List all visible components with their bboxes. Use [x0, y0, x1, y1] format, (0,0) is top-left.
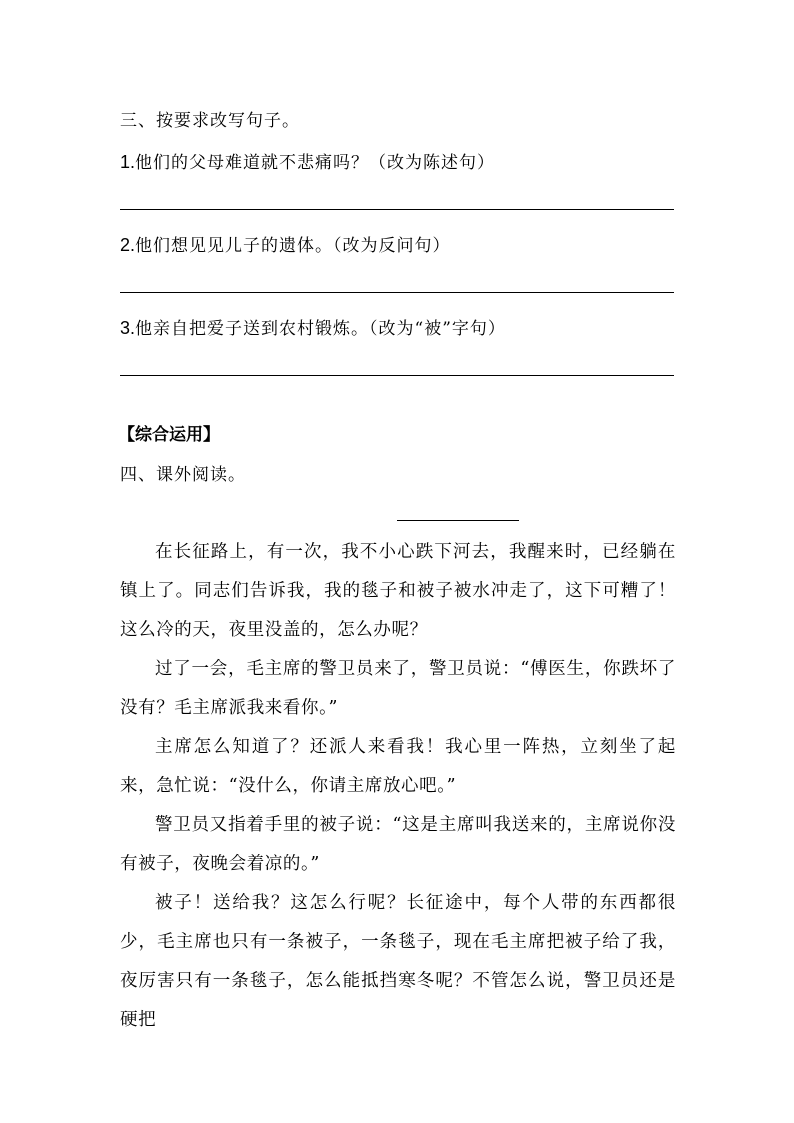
question-3-number: 3. [120, 318, 136, 338]
section-4-heading: 四、课外阅读。 [120, 465, 246, 485]
question-1 [120, 148, 495, 173]
section-label: 【综合运用】 [118, 425, 220, 445]
section-3-heading: 三、按要求改写句子。 [120, 111, 300, 131]
answer-line-1 [120, 209, 674, 210]
question-2-number: 2. [120, 235, 136, 255]
passage-paragraph-2: 过了一会，毛主席的警卫员来了，警卫员说：“傅医生，你跌坏了没有？毛主席派我来看你。” [120, 659, 676, 718]
answer-line-2 [120, 292, 674, 293]
question-2 [120, 231, 451, 256]
question-2-text: 他们想见见儿子的遗体。（改为反问句） [135, 236, 451, 256]
answer-line-3 [120, 375, 674, 376]
passage-paragraph-4: 警卫员又指着手里的被子说：“这是主席叫我送来的，主席说你没有被子，夜晚会着凉的。” [120, 815, 676, 874]
question-3 [120, 314, 506, 339]
passage-paragraph-5: 被子！送给我？这怎么行呢？长征途中，每个人带的东西都很少，毛主席也只有一条被子，一条毯子，现在毛主席把被子给了我，夜厉害只有一条毯子，怎么能抵挡寒冬呢？不管怎么说，警卫员还是硬把 [120, 893, 676, 1030]
title-blank-line [397, 520, 519, 521]
passage-paragraph-1: 在长征路上，有一次，我不小心跌下河去，我醒来时，已经躺在镇上了。同志们告诉我，我的毯子和被子被水冲走了，这下可糟了！这么冷的天，夜里没盖的，怎么办呢？ [120, 542, 676, 640]
question-3-text: 他亲自把爱子送到农村锻炼。（改为“被”字句） [135, 319, 506, 339]
passage-paragraph-3: 主席怎么知道了？还派人来看我！我心里一阵热，立刻坐了起来，急忙说：“没什么，你请主席放心吧。” [120, 737, 676, 796]
question-1-text: 他们的父母难道就不悲痛吗？（改为陈述句） [135, 153, 496, 173]
question-1-number: 1. [120, 152, 136, 172]
